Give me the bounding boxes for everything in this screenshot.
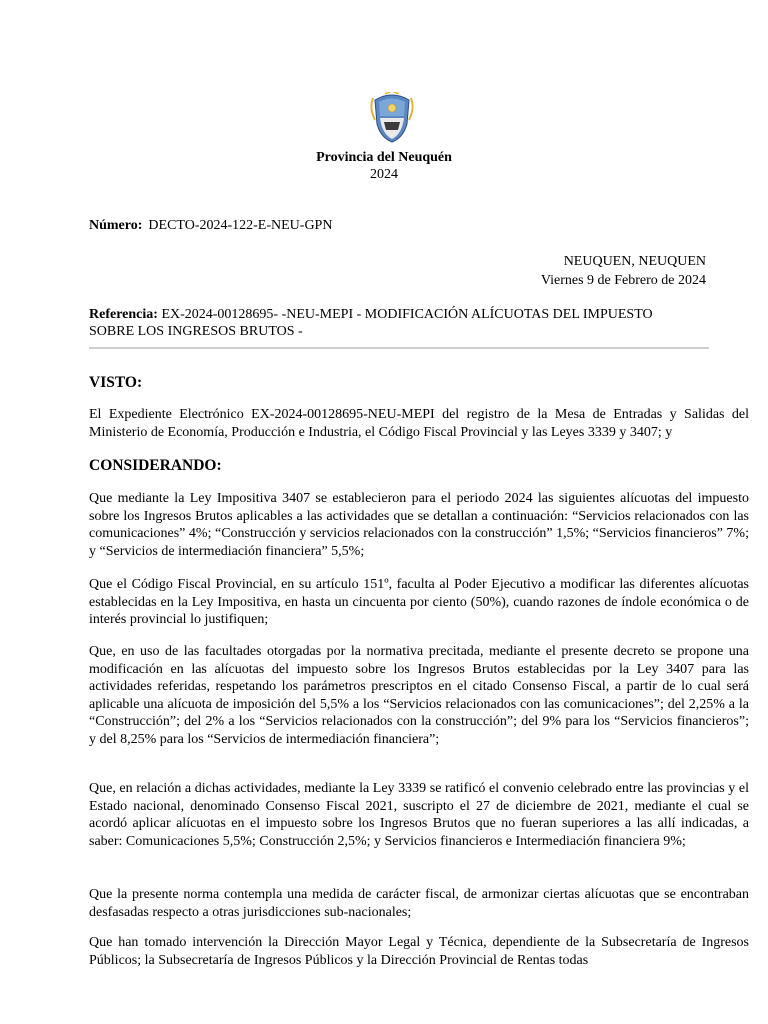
considerando-paragraph: Que han tomado intervención la Dirección Mayor Legal y Técnica, dependiente de la Subsecretaría de Ingresos Públicos; la Subsecretaría de Ingresos Públicos y la Dirección Provincial de Rentas todas bbox=[89, 935, 749, 968]
province-name: Provincia del Neuquén bbox=[316, 150, 452, 165]
reference-text: EX-2024-00128695- -NEU-MEPI - MODIFICACIÓN ALÍCUOTAS DEL IMPUESTO SOBRE LOS INGRESOS BRUTOS - bbox=[89, 307, 653, 339]
horizontal-divider bbox=[89, 347, 709, 349]
document-number bbox=[89, 218, 332, 234]
issue-date: Viernes 9 de Febrero de 2024 bbox=[540, 273, 706, 288]
considerando-paragraph: Que, en uso de las facultades otorgadas por la normativa precitada, mediante el presente decreto se propone una modificación en las alícuotas del impuesto sobre los Ingresos Brutos establecidas por la Ley 3407 para las actividades referidas, respetando los parámetros prescriptos en el citado Consenso Fiscal, a partir de lo cual será aplicable una alícuota de imposición del 5,5% a los “Servicios relacionados con las comunicaciones”; del 2,25% a la “Construcción”; del 2% a los “Servicios relacionados con la construcción”; del 9% para los “Servicios financieros”; y del 8,25% para los “Servicios de intermediación financiera”; bbox=[89, 644, 749, 747]
considerando-paragraph: Que mediante la Ley Impositiva 3407 se establecieron para el periodo 2024 las siguientes alícuotas del impuesto sobre los Ingresos Brutos aplicables a las actividades que se detallan a continuación: “Servicios relacionados con las comunicaciones” 4%; “Construcción y servicios relacionados con la construcción” 1,5%; “Servicios financieros” 7%; y “Servicios de intermediación financiera” 5,5%; bbox=[89, 491, 749, 559]
coat-of-arms-icon bbox=[369, 92, 415, 144]
reference-block bbox=[89, 306, 689, 340]
document-year: 2024 bbox=[370, 167, 398, 182]
visto-heading: VISTO: bbox=[89, 374, 143, 391]
visto-paragraph: El Expediente Electrónico EX-2024-00128695-NEU-MEPI del registro de la Mesa de Entradas y Salidas del Ministerio de Economía, Producción e Industria, el Código Fiscal Provincial y las Leyes 3339 y 3407; y bbox=[89, 407, 749, 440]
considerando-heading: CONSIDERANDO: bbox=[89, 457, 222, 474]
considerando-paragraph: Que, en relación a dichas actividades, mediante la Ley 3339 se ratificó el convenio celebrado entre las provincias y el Estado nacional, denominado Consenso Fiscal 2021, suscripto el 27 de diciembre de 2021, mediante el cual se acordó aplicar alícuotas en el impuesto sobre los Ingresos Brutos que no fueran superiores a las allí indicadas, a saber: Comunicaciones 5,5%; Construcción 2,5%; y Servicios financieros e Intermediación financiera 9%; bbox=[89, 781, 749, 849]
number-label: Número: bbox=[89, 218, 143, 233]
considerando-paragraph: Que la presente norma contempla una medida de carácter fiscal, de armonizar ciertas alícuotas que se encontraban desfasadas respecto a otras jurisdicciones sub-nacionales; bbox=[89, 887, 749, 920]
number-value: DECTO-2024-122-E-NEU-GPN bbox=[148, 218, 333, 233]
issue-place: NEUQUEN, NEUQUEN bbox=[563, 254, 706, 269]
considerando-paragraph: Que el Código Fiscal Provincial, en su artículo 151º, faculta al Poder Ejecutivo a modificar las diferentes alícuotas establecidas en la Ley Impositiva, en hasta un cincuenta por ciento (50%), cuando razones de índole económica o de interés provincial lo justifiquen; bbox=[89, 577, 749, 628]
reference-label: Referencia: bbox=[89, 307, 158, 322]
